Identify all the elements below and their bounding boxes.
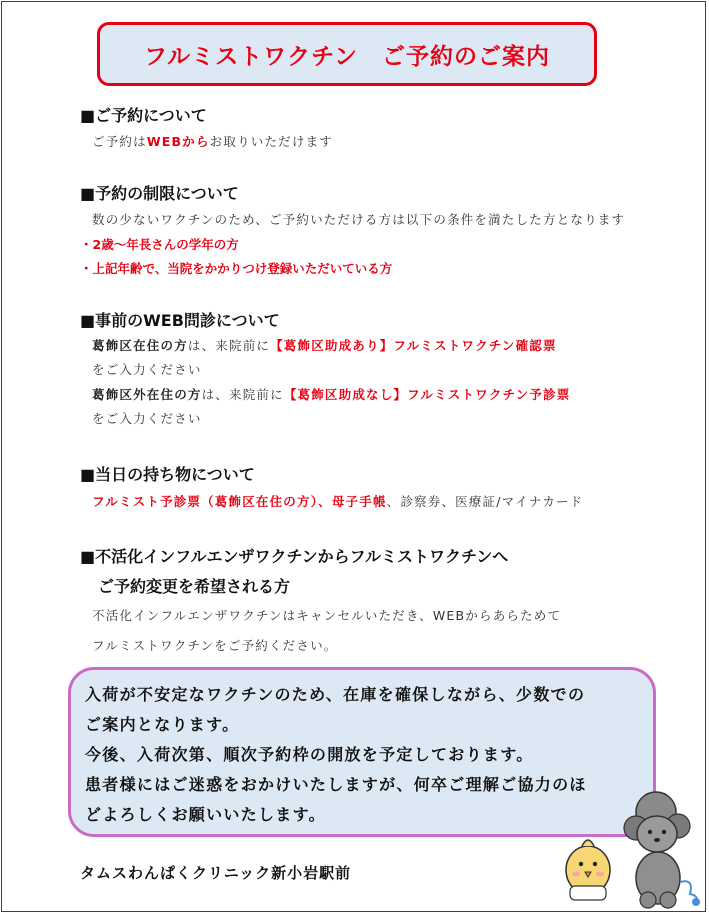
section-reservation-body: ご予約はWEBからお取りいただけます	[92, 134, 333, 149]
section-restriction-heading: ■予約の制限について	[80, 184, 239, 203]
mascot-illustration	[558, 782, 708, 912]
non-resident-tail: をご入力ください	[92, 411, 202, 426]
non-resident-line: 葛飾区外在住の方は、来院前に【葛飾区助成なし】フルミストワクチン予診票	[92, 387, 571, 402]
section-belongings-heading: ■当日の持ち物について	[80, 465, 255, 484]
katsushika-resident-tail: をご入力ください	[92, 362, 202, 377]
katsushika-resident-line: 葛飾区在住の方は、来院前に【葛飾区助成あり】フルミストワクチン確認票	[92, 338, 557, 353]
section-change-line1: 不活化インフルエンザワクチンはキャンセルいただき、WEBからあらためて	[92, 608, 562, 623]
form-with-subsidy: 【葛飾区助成あり】フルミストワクチン確認票	[270, 338, 557, 353]
belongings-list: フルミスト予診票（葛飾区在住の方）、母子手帳、診察券、医療証/マイナカード	[92, 494, 584, 509]
section-change-heading: ■不活化インフルエンザワクチンからフルミストワクチンへ	[80, 547, 509, 566]
section-web-questionnaire-heading: ■事前のWEB問診について	[80, 311, 280, 330]
notice-line: 患者様にはご迷惑をおかけいたしますが、何卒ご理解ご協力のほ	[85, 775, 587, 794]
clinic-name: タムスわんぱくクリニック新小岩駅前	[80, 864, 352, 882]
notice-line: ご案内となります。	[85, 715, 240, 734]
section-change-heading-cont: ご予約変更を希望される方	[98, 577, 291, 596]
condition-registered: ・上記年齢で、当院をかかりつけ登録いただいている方	[80, 261, 393, 276]
page-title: フルミストワクチン ご予約のご案内	[144, 43, 550, 70]
flyer-page	[1, 1, 706, 912]
poodle-mascot-icon	[624, 792, 700, 908]
section-reservation-heading: ■ご予約について	[80, 106, 207, 125]
notice-line: 今後、入荷次第、順次予約枠の開放を予定しております。	[85, 745, 534, 764]
chick-mascot-icon	[566, 840, 610, 900]
title-banner	[97, 22, 597, 86]
form-without-subsidy: 【葛飾区助成なし】フルミストワクチン予診票	[283, 387, 571, 402]
section-change-line2: フルミストワクチンをご予約ください。	[92, 638, 338, 653]
notice-line: どよろしくお願いいたします。	[85, 805, 326, 824]
web-highlight: WEBから	[146, 134, 210, 149]
condition-age: ・2歳～年長さんの学年の方	[80, 237, 239, 252]
notice-line: 入荷が不安定なワクチンのため、在庫を確保しながら、少数での	[85, 685, 586, 704]
section-restriction-body: 数の少ないワクチンのため、ご予約いただける方は以下の条件を満たした方となります	[92, 212, 626, 227]
